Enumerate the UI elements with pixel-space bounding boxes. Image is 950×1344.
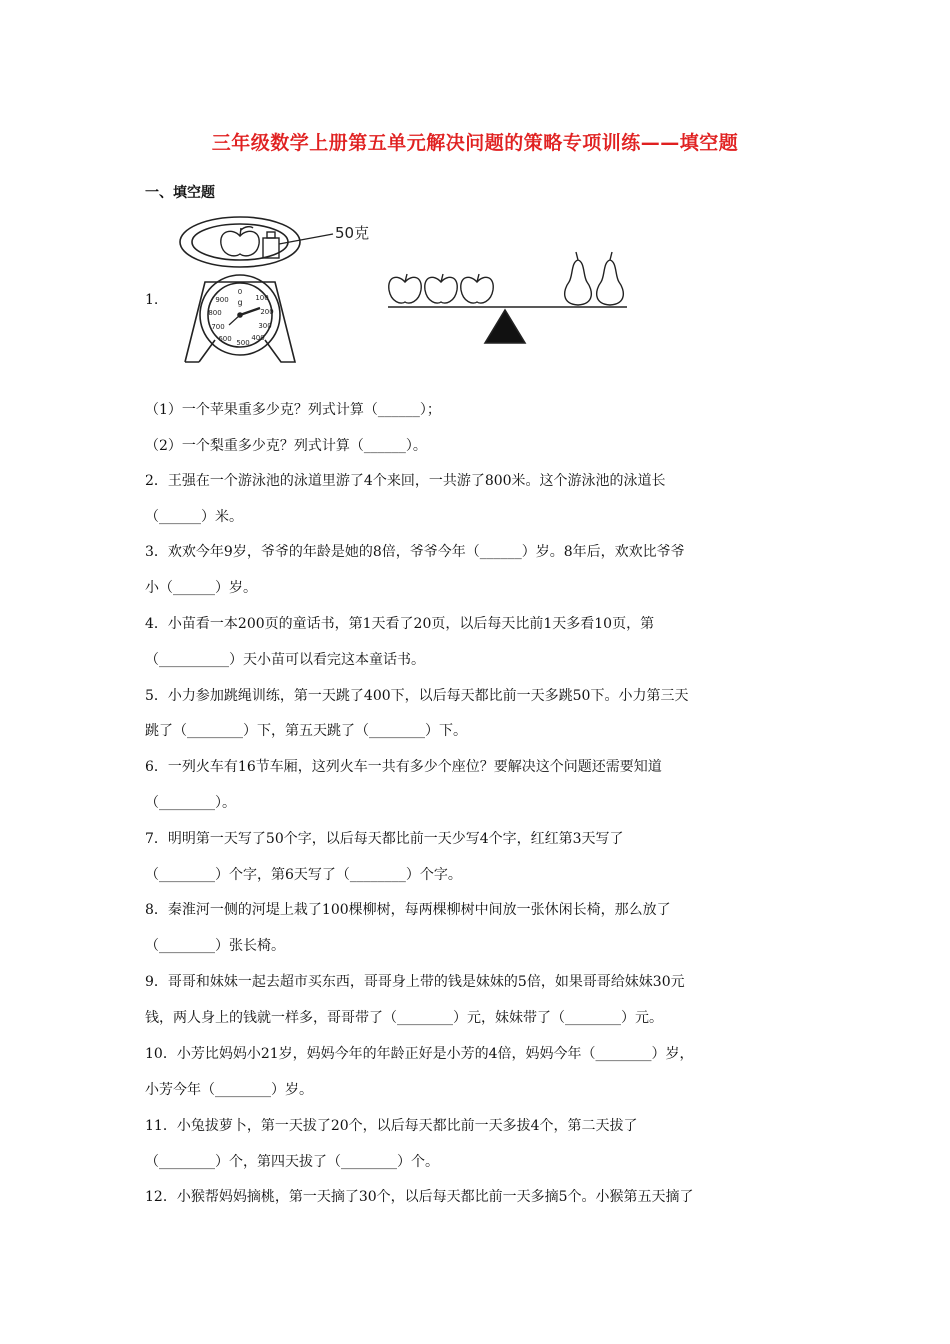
text-line: 8．秦淮河一侧的河堤上栽了100棵柳树，每两棵柳树中间放一张休闲长椅，那么放了 [145,902,671,918]
text-line: （1）一个苹果重多少克？列式计算（______）； [145,402,441,418]
dial-number: 400 [251,334,265,342]
dial-unit: g [237,298,243,307]
question-1-figure [145,212,645,372]
dial-number: 300 [258,322,272,330]
text-line: 9．哥哥和妹妹一起去超市买东西，哥哥身上带的钱是妹妹的5倍，如果哥哥给妹妹30元 [145,974,685,990]
text-line: 4．小苗看一本200页的童话书，第1天看了20页，以后每天比前1天多看10页，第 [145,616,655,632]
text-line: 5．小力参加跳绳训练，第一天跳了400下，以后每天都比前一天多跳50下。小力第三天 [145,688,689,704]
text-line: 3．欢欢今年9岁，爷爷的年龄是她的8倍，爷爷今年（______）岁。8年后，欢欢比爷爷 [145,544,685,560]
text-line: 小芳今年（________）岁。 [145,1082,313,1098]
text-line: （________）个，第四天拔了（________）个。 [145,1154,439,1170]
section-heading: 一、填空题 [145,185,215,201]
dial-number: 0 [237,288,243,296]
text-line: 12．小猴帮妈妈摘桃，第一天摘了30个，以后每天都比前一天多摘5个。小猴第五天摘了 [145,1189,694,1205]
text-line: （________）。 [145,795,236,811]
balance-beam [388,307,627,343]
text-line: （________）张长椅。 [145,938,285,954]
dial-number: 200 [260,308,274,316]
text-line: （________）个字，第6天写了（________）个字。 [145,867,462,883]
dial-number: 100 [255,294,269,302]
text-line: 2．王强在一个游泳池的泳道里游了4个来回，一共游了800米。这个游泳池的泳道长 [145,473,666,489]
dial-number: 800 [208,309,222,317]
question-1-number: 1. [145,292,159,308]
dial-number: 600 [218,335,232,343]
text-line: 11．小兔拔萝卜，第一天拔了20个，以后每天都比前一天多拔4个，第二天拔了 [145,1118,638,1134]
text-line: （__________）天小苗可以看完这本童话书。 [145,652,425,668]
text-line: （2）一个梨重多少克？列式计算（______）。 [145,438,427,454]
text-line: 10．小芳比妈妈小21岁，妈妈今年的年龄正好是小芳的4倍，妈妈今年（________）岁， [145,1046,694,1062]
dial-number: 900 [215,296,229,304]
text-line: 6．一列火车有16节车厢，这列火车一共有多少个座位？要解决这个问题还需要知道 [145,759,662,775]
pears-on-balance [565,252,624,305]
weight-label: 50克 [335,224,370,242]
text-line: 小（______）岁。 [145,580,257,596]
dial-number: 700 [211,323,225,331]
page-title: 三年级数学上册第五单元解决问题的策略专项训练——填空题 [211,132,739,154]
apples-on-balance [389,274,493,303]
dial-number: 500 [236,339,250,347]
apple-on-scale [221,227,259,256]
text-line: 跳了（________）下，第五天跳了（________）下。 [145,723,467,739]
text-line: 钱，两人身上的钱就一样多，哥哥带了（________）元，妹妹带了（________）元。 [145,1010,663,1026]
text-line: 7．明明第一天写了50个字，以后每天都比前一天少写4个字，红红第3天写了 [145,831,624,847]
text-line: （______）米。 [145,509,243,525]
